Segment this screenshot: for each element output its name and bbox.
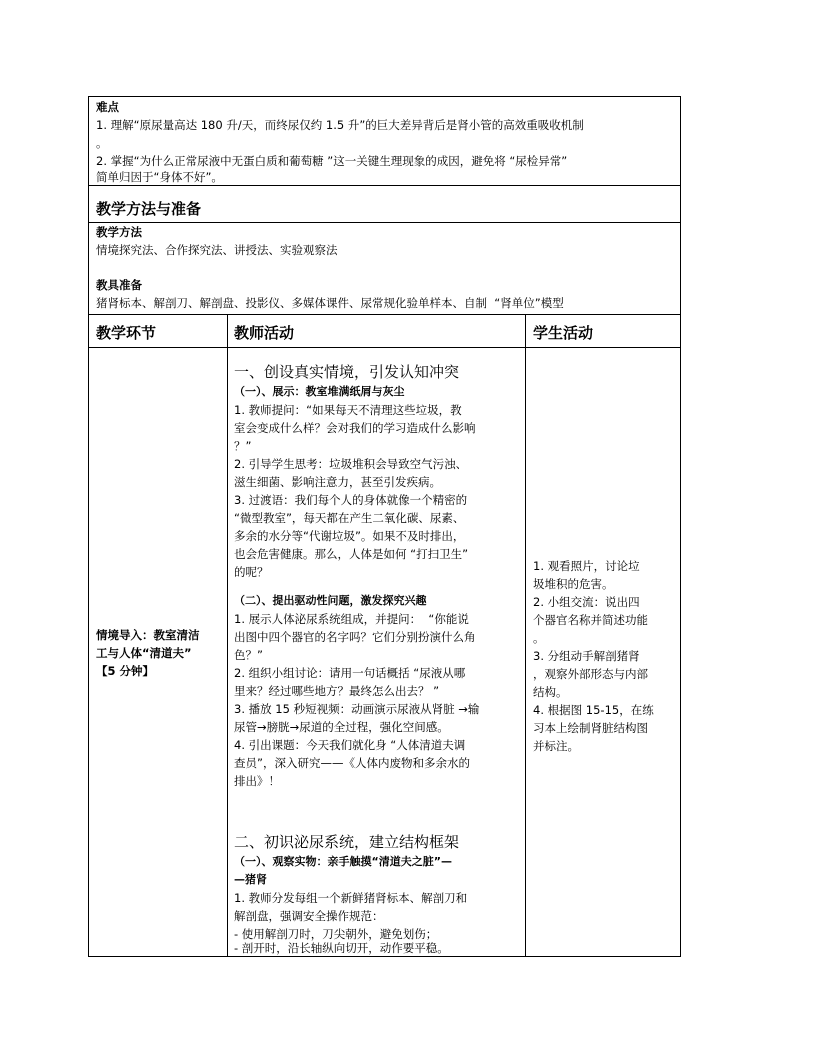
stage-duration: 【5 分钟】	[96, 664, 155, 678]
teacher-line: 色？”	[234, 648, 263, 662]
column-divider	[525, 314, 526, 957]
divider-line	[88, 222, 681, 223]
student-line: 2. 小组交流：说出四	[533, 595, 640, 609]
methods-text: 情境探究法、合作探究法、讲授法、实验观察法	[96, 243, 338, 257]
teacher-line: “微型教室”，每天都在产生二氧化碳、尿素、	[234, 511, 465, 525]
header-student: 学生活动	[533, 324, 594, 342]
part1-sub1: （一）、展示：教室堆满纸屑与灰尘	[234, 385, 405, 398]
student-line: 个器官名称并简述功能	[533, 613, 648, 627]
part1-sub2: （二）、提出驱动性问题，激发探究兴趣	[234, 594, 427, 607]
teacher-line: 查员”，深入研究——《人体内废物和多余水的	[234, 756, 470, 770]
divider-line	[88, 185, 681, 186]
teacher-line: 3. 过渡语：我们每个人的身体就像一个精密的	[234, 493, 468, 507]
student-line: 4. 根据图 15-15，在练	[533, 703, 654, 717]
student-line: 3. 分组动手解剖猪肾	[533, 649, 640, 663]
teacher-line: 3. 播放 15 秒短视频：动画演示尿液从肾脏 →输	[234, 702, 480, 716]
student-line: 习本上绘制肾脏结构图	[533, 721, 648, 735]
student-line: 。	[533, 631, 545, 645]
difficulty-line: 简单归因于“身体不好”。	[96, 170, 223, 184]
divider-line	[88, 314, 681, 315]
teacher-line: 里来？经过哪些地方？最终怎么出去？ ”	[234, 684, 440, 698]
teacher-line: 2. 引导学生思考：垃圾堆积会导致空气污浊、	[234, 457, 468, 471]
difficulty-heading: 难点	[96, 100, 119, 114]
part2-sub1: —猪肾	[234, 873, 267, 886]
teacher-line: 1. 教师提问：“如果每天不清理这些垃圾，教	[234, 403, 462, 417]
student-line: 结构。	[533, 685, 568, 699]
column-divider	[227, 314, 228, 957]
student-line: 并标注。	[533, 739, 579, 753]
teacher-line: ？”	[234, 439, 252, 453]
difficulty-line: 2. 掌握“为什么正常尿液中无蛋白质和葡萄糖 ”这一关键生理现象的成因，避免将 “尿检异常”	[96, 154, 568, 168]
teacher-line: 1. 教师分发每组一个新鲜猪肾标本、解剖刀和	[234, 891, 468, 905]
teacher-line: 多余的水分等“代谢垃圾”。如果不及时排出，	[234, 529, 465, 543]
stage-label: 工与人体“清道夫”	[96, 646, 192, 660]
part2-sub1: （一）、观察实物：亲手触摸“清道夫之脏”—	[234, 855, 452, 868]
teacher-line: 室会变成什么样？会对我们的学习造成什么影响	[234, 421, 476, 435]
student-line: ，观察外部形态与内部	[533, 667, 648, 681]
part1-title: 一、创设真实情境，引发认知冲突	[234, 363, 460, 381]
student-line: 1. 观看照片，讨论垃	[533, 559, 640, 573]
teacher-line: - 使用解剖刀时，刀尖朝外，避免划伤；	[234, 927, 438, 941]
difficulty-line: 。	[96, 136, 108, 150]
teacher-line: 1. 展示人体泌尿系统组成，并提问： “你能说	[234, 612, 469, 626]
header-stage: 教学环节	[96, 324, 157, 342]
header-teacher: 教师活动	[234, 324, 295, 342]
teacher-line: 也会危害健康。那么，人体是如何 “打扫卫生”	[234, 547, 469, 561]
teacher-line: 的呢？	[234, 565, 269, 579]
teacher-line: 2. 组织小组讨论：请用一句话概括 “尿液从哪	[234, 666, 466, 680]
tools-text: 猪肾标本、解剖刀、解剖盘、投影仪、多媒体课件、尿常规化验单样本、自制 “肾单位”模型	[96, 296, 564, 310]
section-title: 教学方法与准备	[96, 200, 202, 218]
teacher-line: - 剖开时，沿长轴纵向切开，动作要平稳。	[234, 941, 449, 955]
teacher-line: 尿管→膀胱→尿道的全过程，强化空间感。	[234, 720, 449, 734]
methods-heading: 教学方法	[96, 225, 142, 239]
teacher-line: 4. 引出课题：今天我们就化身 “人体清道夫调	[234, 738, 466, 752]
difficulty-line: 1. 理解“原尿量高达 180 升/天，而终尿仅约 1.5 升”的巨大差异背后是肾小管的高效重吸收机制	[96, 118, 584, 132]
teacher-line: 出图中四个器官的名字吗？它们分别扮演什么角	[234, 630, 476, 644]
teacher-line: 滋生细菌、影响注意力，甚至引发疾病。	[234, 475, 441, 489]
teacher-line: 排出》！	[234, 774, 280, 788]
part2-title: 二、初识泌尿系统，建立结构框架	[234, 833, 460, 851]
divider-line	[88, 347, 681, 348]
teacher-line: 解剖盘，强调安全操作规范：	[234, 909, 384, 923]
tools-heading: 教具准备	[96, 278, 142, 292]
student-line: 圾堆积的危害。	[533, 577, 614, 591]
stage-label: 情境导入：教室清洁	[96, 628, 200, 642]
